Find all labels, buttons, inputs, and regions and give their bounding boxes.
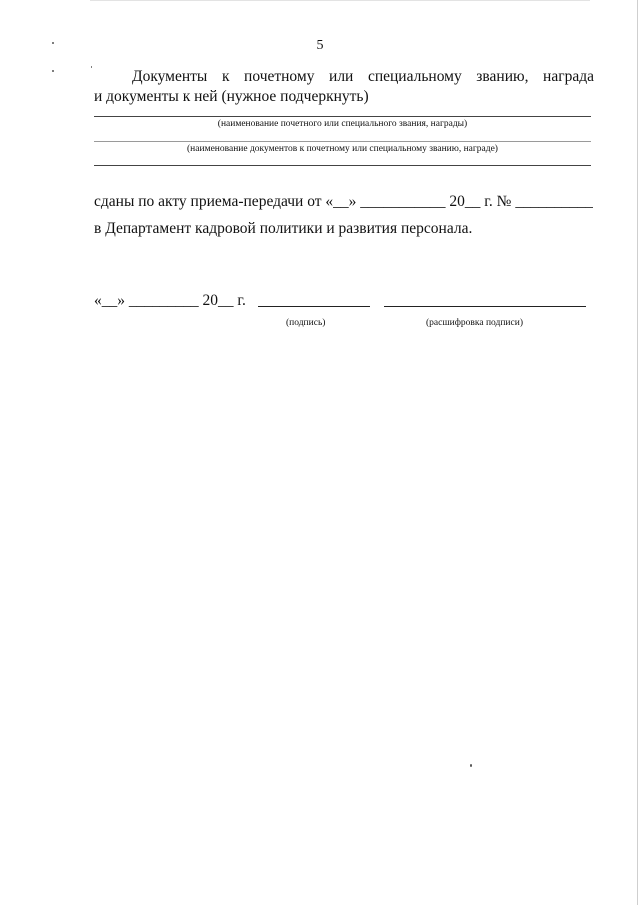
fill-line-title (94, 116, 591, 117)
heading-word: или (329, 68, 354, 85)
transfer-act-line: сданы по акту приема-передачи от «__» ___________ 20__ г. № __________ (94, 193, 593, 210)
caption-title-name: (наименование почетного или специального звания, награды) (217, 119, 468, 129)
caption-documents-name: (наименование документов к почетному или специальному званию, награде) (187, 144, 498, 154)
scan-speck (91, 66, 92, 68)
scan-speck (52, 70, 54, 72)
department-line: в Департамент кадровой политики и развития персонала. (94, 220, 473, 237)
heading-word: к (221, 68, 230, 85)
heading-word: награда (543, 68, 594, 85)
heading-word: почетному (244, 68, 315, 85)
heading-word: специальному (367, 68, 462, 85)
decoding-underline (384, 306, 586, 307)
signature-caption: (подпись) (286, 318, 326, 328)
signature-date: «__» _________ 20__ г. (94, 292, 246, 309)
fill-line-title-2 (94, 141, 591, 142)
heading-word: Документы (132, 68, 208, 85)
page-edge-right (637, 0, 638, 905)
heading-line-2: и документы к ней (нужное подчеркнуть) (94, 88, 369, 105)
heading-word: званию, (476, 68, 529, 85)
scan-speck (470, 764, 472, 767)
heading-line-1 (94, 68, 594, 86)
decoding-caption: (расшифровка подписи) (426, 318, 523, 328)
fill-line-documents (94, 165, 591, 166)
signature-underline (258, 306, 370, 307)
page-edge-top (90, 0, 590, 1)
page-number: 5 (316, 38, 324, 53)
